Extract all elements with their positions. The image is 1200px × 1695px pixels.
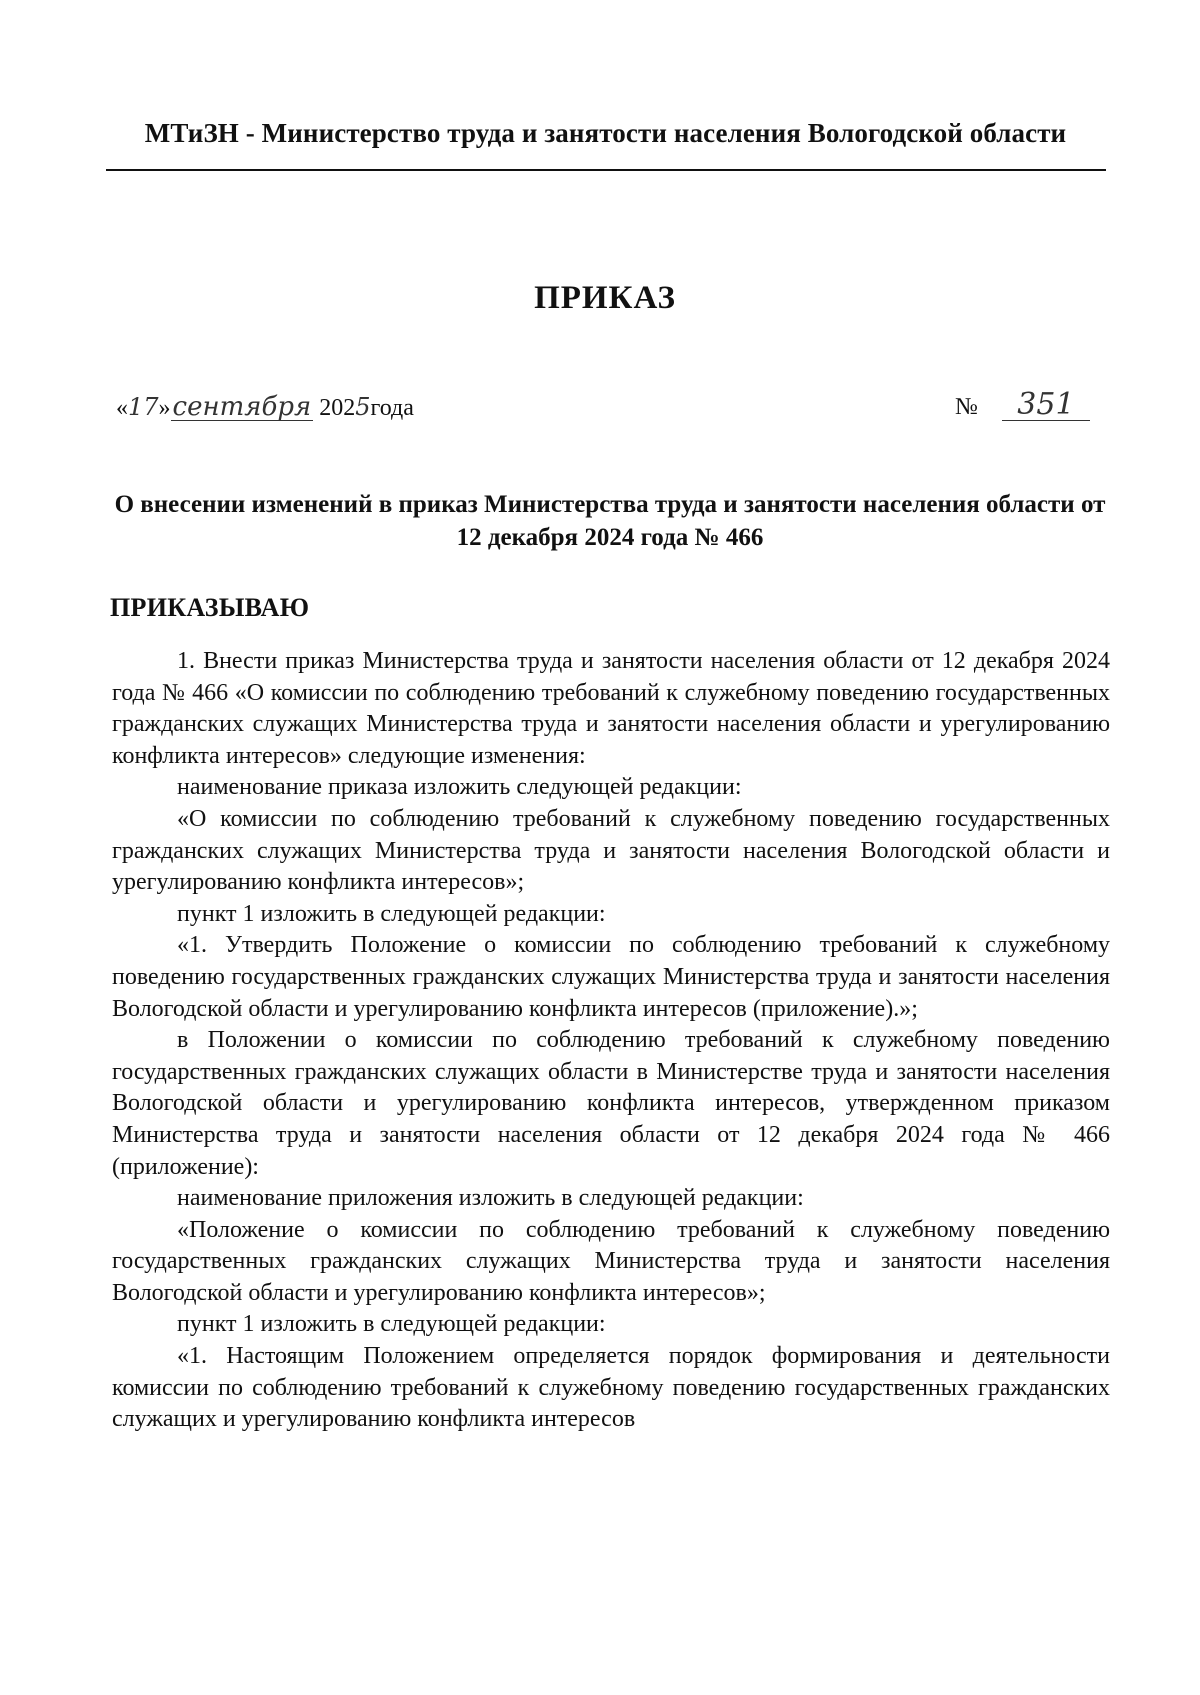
body-paragraph: наименование приложения изложить в следующей редакции: [177, 1185, 804, 1212]
order-directive: ПРИКАЗЫВАЮ [110, 593, 310, 622]
date-day-handwritten: 17 [128, 393, 159, 421]
body-paragraph: «О комиссии по соблюдению требований к служебному поведению государственных гражданских служащих Министерства труда и занятости населения Вологодской области и урегулированию конфликта интересов»; [112, 805, 1110, 896]
header-divider [106, 169, 1106, 171]
body-paragraph: «Положение о комиссии по соблюдению требований к служебному поведению государственных гражданских служащих Министерства труда и занятости населения Вологодской области и урегулированию конфликта интересов»; [112, 1216, 1110, 1306]
body-paragraph: 1. Внести приказ Министерства труда и занятости населения области от 12 декабря 2024 года № 466 «О комиссии по соблюдению требований к служебному поведению государственных гражданских служащих Министерства труда и занятости населения области и урегулированию конфликта интересов» следующие изменения: [112, 648, 1110, 769]
order-body [112, 646, 1110, 1436]
body-paragraph: «1. Настоящим Положением определяется порядок формирования и деятельности комиссии по соблюдению требований к служебному поведению государственных гражданских служащих и урегулированию конфликта интересов [112, 1343, 1110, 1433]
body-paragraph: пункт 1 изложить в следующей редакции: [177, 1311, 606, 1338]
body-paragraph: наименование приказа изложить следующей редакции: [177, 774, 742, 801]
date-open-quote: « [116, 395, 128, 421]
date-year-handwritten-digit: 5 [355, 393, 371, 421]
body-paragraph: в Положении о комиссии по соблюдению требований к служебному поведению государственных гражданских служащих области в Министерстве труда и занятости населения Вологодской области и урегулированию конфликта интересов, утвержденном приказом Министерства труда и занятости населения области от 12 декабря 2024 года № 466 (приложение): [112, 1027, 1110, 1180]
date-suffix: года [370, 395, 414, 421]
number-value-handwritten: 351 [1002, 390, 1090, 421]
organization-header: МТиЗН - Министерство труда и занятости населения Вологодской области [144, 118, 1067, 148]
body-paragraph: пункт 1 изложить в следующей редакции: [177, 900, 606, 927]
order-date [116, 393, 414, 422]
date-close-quote: » [158, 395, 171, 421]
order-subject: О внесении изменений в приказ Министерства труда и занятости населения области от 12 декабря 2024 года № 466 [114, 491, 1106, 551]
date-month-handwritten: сентября [172, 392, 312, 422]
document-title: ПРИКАЗ [534, 280, 676, 316]
date-year-printed: 202 [319, 395, 356, 421]
order-number [955, 387, 1090, 422]
number-label: № [955, 394, 978, 420]
body-paragraph: «1. Утвердить Положение о комиссии по соблюдению требований к служебному поведению государственных гражданских служащих Министерства труда и занятости населения Вологодской области и урегулированию конфликта интересов (приложение).»; [112, 932, 1110, 1022]
